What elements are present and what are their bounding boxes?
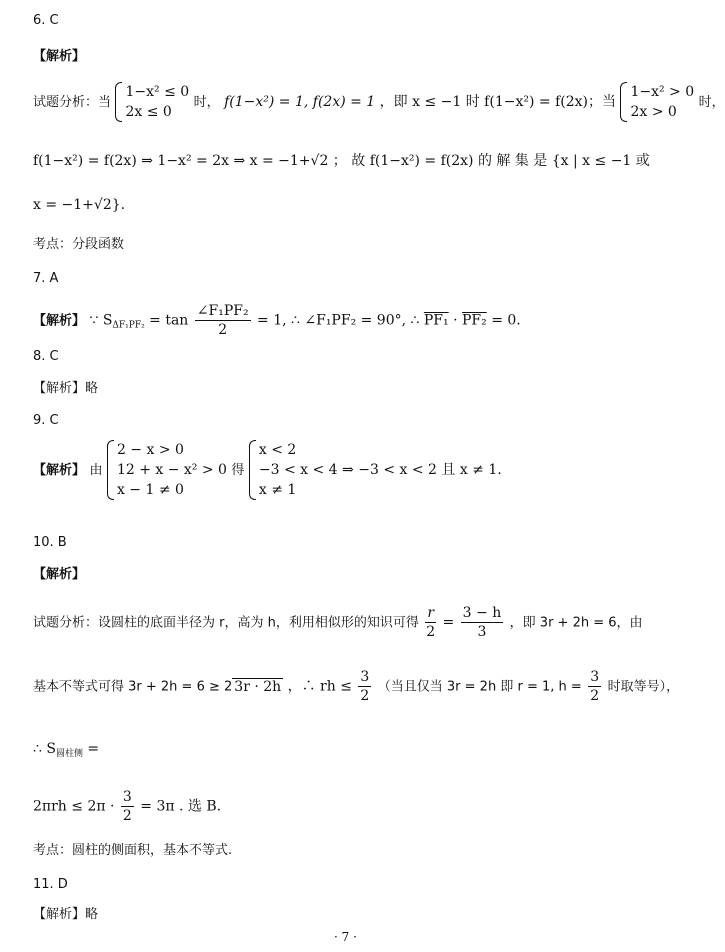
q6-cond1: [115, 82, 189, 122]
q10-eqs: =: [438, 614, 459, 631]
q7-answer: 7. A: [33, 271, 59, 286]
q9-system1: [107, 440, 227, 500]
q10-f2d: 3: [477, 624, 487, 640]
q10-line2: [33, 668, 679, 705]
q6-answer: 6. C: [33, 13, 59, 28]
q9-answer: 9. C: [33, 413, 59, 428]
q10-l4b: = 3π . 选 B.: [140, 798, 222, 815]
q6-cond2-a: 1−x² > 0: [630, 84, 695, 100]
q6-cond1-b: 2x ≤ 0: [125, 104, 172, 120]
q6-tag: 【解析】: [33, 49, 86, 64]
q9-s1c: x − 1 ≠ 0: [116, 482, 184, 498]
q11-text: 【解析】略: [33, 907, 99, 922]
q10-l3sub: 圆柱侧: [55, 749, 83, 759]
q10-kaodian: 考点：圆柱的侧面积，基本不等式.: [33, 843, 233, 858]
q9-system2: [249, 440, 338, 500]
q7-vec1: PF₁: [423, 312, 449, 329]
q9-you: 由: [89, 463, 103, 478]
q10-f5d: 2: [122, 808, 132, 824]
q10-l3: ∴ S: [33, 741, 56, 757]
q10-frac2: [461, 604, 504, 641]
q10-answer: 10. B: [33, 535, 67, 550]
q10-l2a: 基本不等式可得 3r + 2h = 6 ≥ 2: [33, 679, 233, 695]
page-number: · 7 ·: [334, 930, 357, 944]
q6-intro: 试题分析：当: [33, 95, 112, 110]
q10-frac3: [358, 668, 371, 705]
q7-analysis: [33, 302, 521, 339]
q10-f3d: 2: [360, 688, 370, 704]
q6-t3: 时，: [698, 95, 725, 110]
q9-s2b: −3 < x < 4: [258, 462, 338, 478]
q10-line3: [33, 740, 99, 763]
q9-s1b: 12 + x − x² > 0: [116, 462, 227, 478]
q10-frac4: [588, 668, 601, 705]
q7-mid: = tan: [144, 312, 189, 329]
q10-l1b: ，即 3r + 2h = 6，由: [509, 615, 643, 631]
q10-sqrt: 3r · 2h: [234, 678, 282, 695]
q9-s2a: x < 2: [258, 442, 297, 458]
q10-l3b: =: [82, 741, 100, 757]
q9-s1a: 2 − x > 0: [116, 442, 184, 458]
q6-t1: 时，: [193, 95, 220, 110]
q10-frac1: [425, 604, 436, 641]
q10-l4a: 2πrh ≤ 2π ·: [33, 798, 115, 815]
q6-cond1-a: 1−x² ≤ 0: [125, 84, 190, 100]
q9-s2c: x ≠ 1: [258, 482, 297, 498]
q9-analysis: [33, 440, 502, 500]
q6-line2: f(1−x²) = f(2x) ⇒ 1−x² = 2x ⇒ x = −1+√2 ； 故 f(1−x²) = f(2x) 的 解 集 是 {x | x ≤ −1 或: [33, 153, 650, 169]
q10-f4n: 3: [590, 669, 600, 685]
q8-text: 【解析】略: [33, 381, 99, 396]
q7-frac-num: ∠F₁PF₂: [196, 303, 249, 319]
q7-pre: ∵ S: [89, 312, 113, 329]
q10-frac5: [121, 788, 134, 825]
q6-line3: x = −1+√2}.: [33, 197, 126, 213]
q10-l2c: （当且仅当 3r = 2h 即 r = 1, h =: [377, 679, 582, 695]
q10-line1: [33, 604, 643, 641]
q10-f3n: 3: [360, 669, 370, 685]
q10-tag: 【解析】: [33, 567, 86, 582]
q7-frac: [195, 302, 251, 339]
q7-tag: 【解析】: [33, 313, 86, 329]
q10-l2b: ，∴ rh ≤: [287, 678, 352, 695]
q9-de: 得: [231, 463, 245, 478]
q10-line4: [33, 788, 221, 825]
q6-eq1: f(1−x²) = 1, f(2x) = 1: [224, 94, 376, 110]
q7-frac-den: 2: [218, 322, 228, 338]
q10-f4d: 2: [590, 688, 600, 704]
q10-f5n: 3: [122, 789, 132, 805]
q10-l1a: 试题分析：设圆柱的底面半径为 r，高为 h，利用相似形的知识可得: [33, 615, 419, 631]
q10-l2d: 时取等号），: [607, 679, 680, 695]
q6-t2: ，即 x ≤ −1 时 f(1−x²) = f(2x)；当: [379, 94, 616, 110]
q11-answer: 11. D: [33, 877, 68, 892]
q10-f1d: 2: [426, 624, 436, 640]
q7-sub: ΔF₁PF₂: [112, 320, 145, 331]
q7-post2: = 0.: [486, 312, 521, 329]
q6-cond2: [620, 82, 694, 122]
q7-dot: ·: [448, 312, 462, 329]
q9-result: ⇒ −3 < x < 2 且 x ≠ 1.: [342, 462, 502, 478]
q9-tag: 【解析】: [33, 463, 86, 478]
q6-analysis-line1: [33, 82, 725, 122]
q10-f1n: r: [427, 605, 435, 621]
q7-vec2: PF₂: [462, 312, 487, 329]
q10-f2n: 3 − h: [462, 605, 502, 621]
q6-kaodian: 考点：分段函数: [33, 237, 125, 252]
q8-answer: 8. C: [33, 349, 59, 364]
q6-cond2-b: 2x > 0: [630, 104, 677, 120]
q7-post1: = 1, ∴ ∠F₁PF₂ = 90°, ∴: [257, 312, 424, 329]
